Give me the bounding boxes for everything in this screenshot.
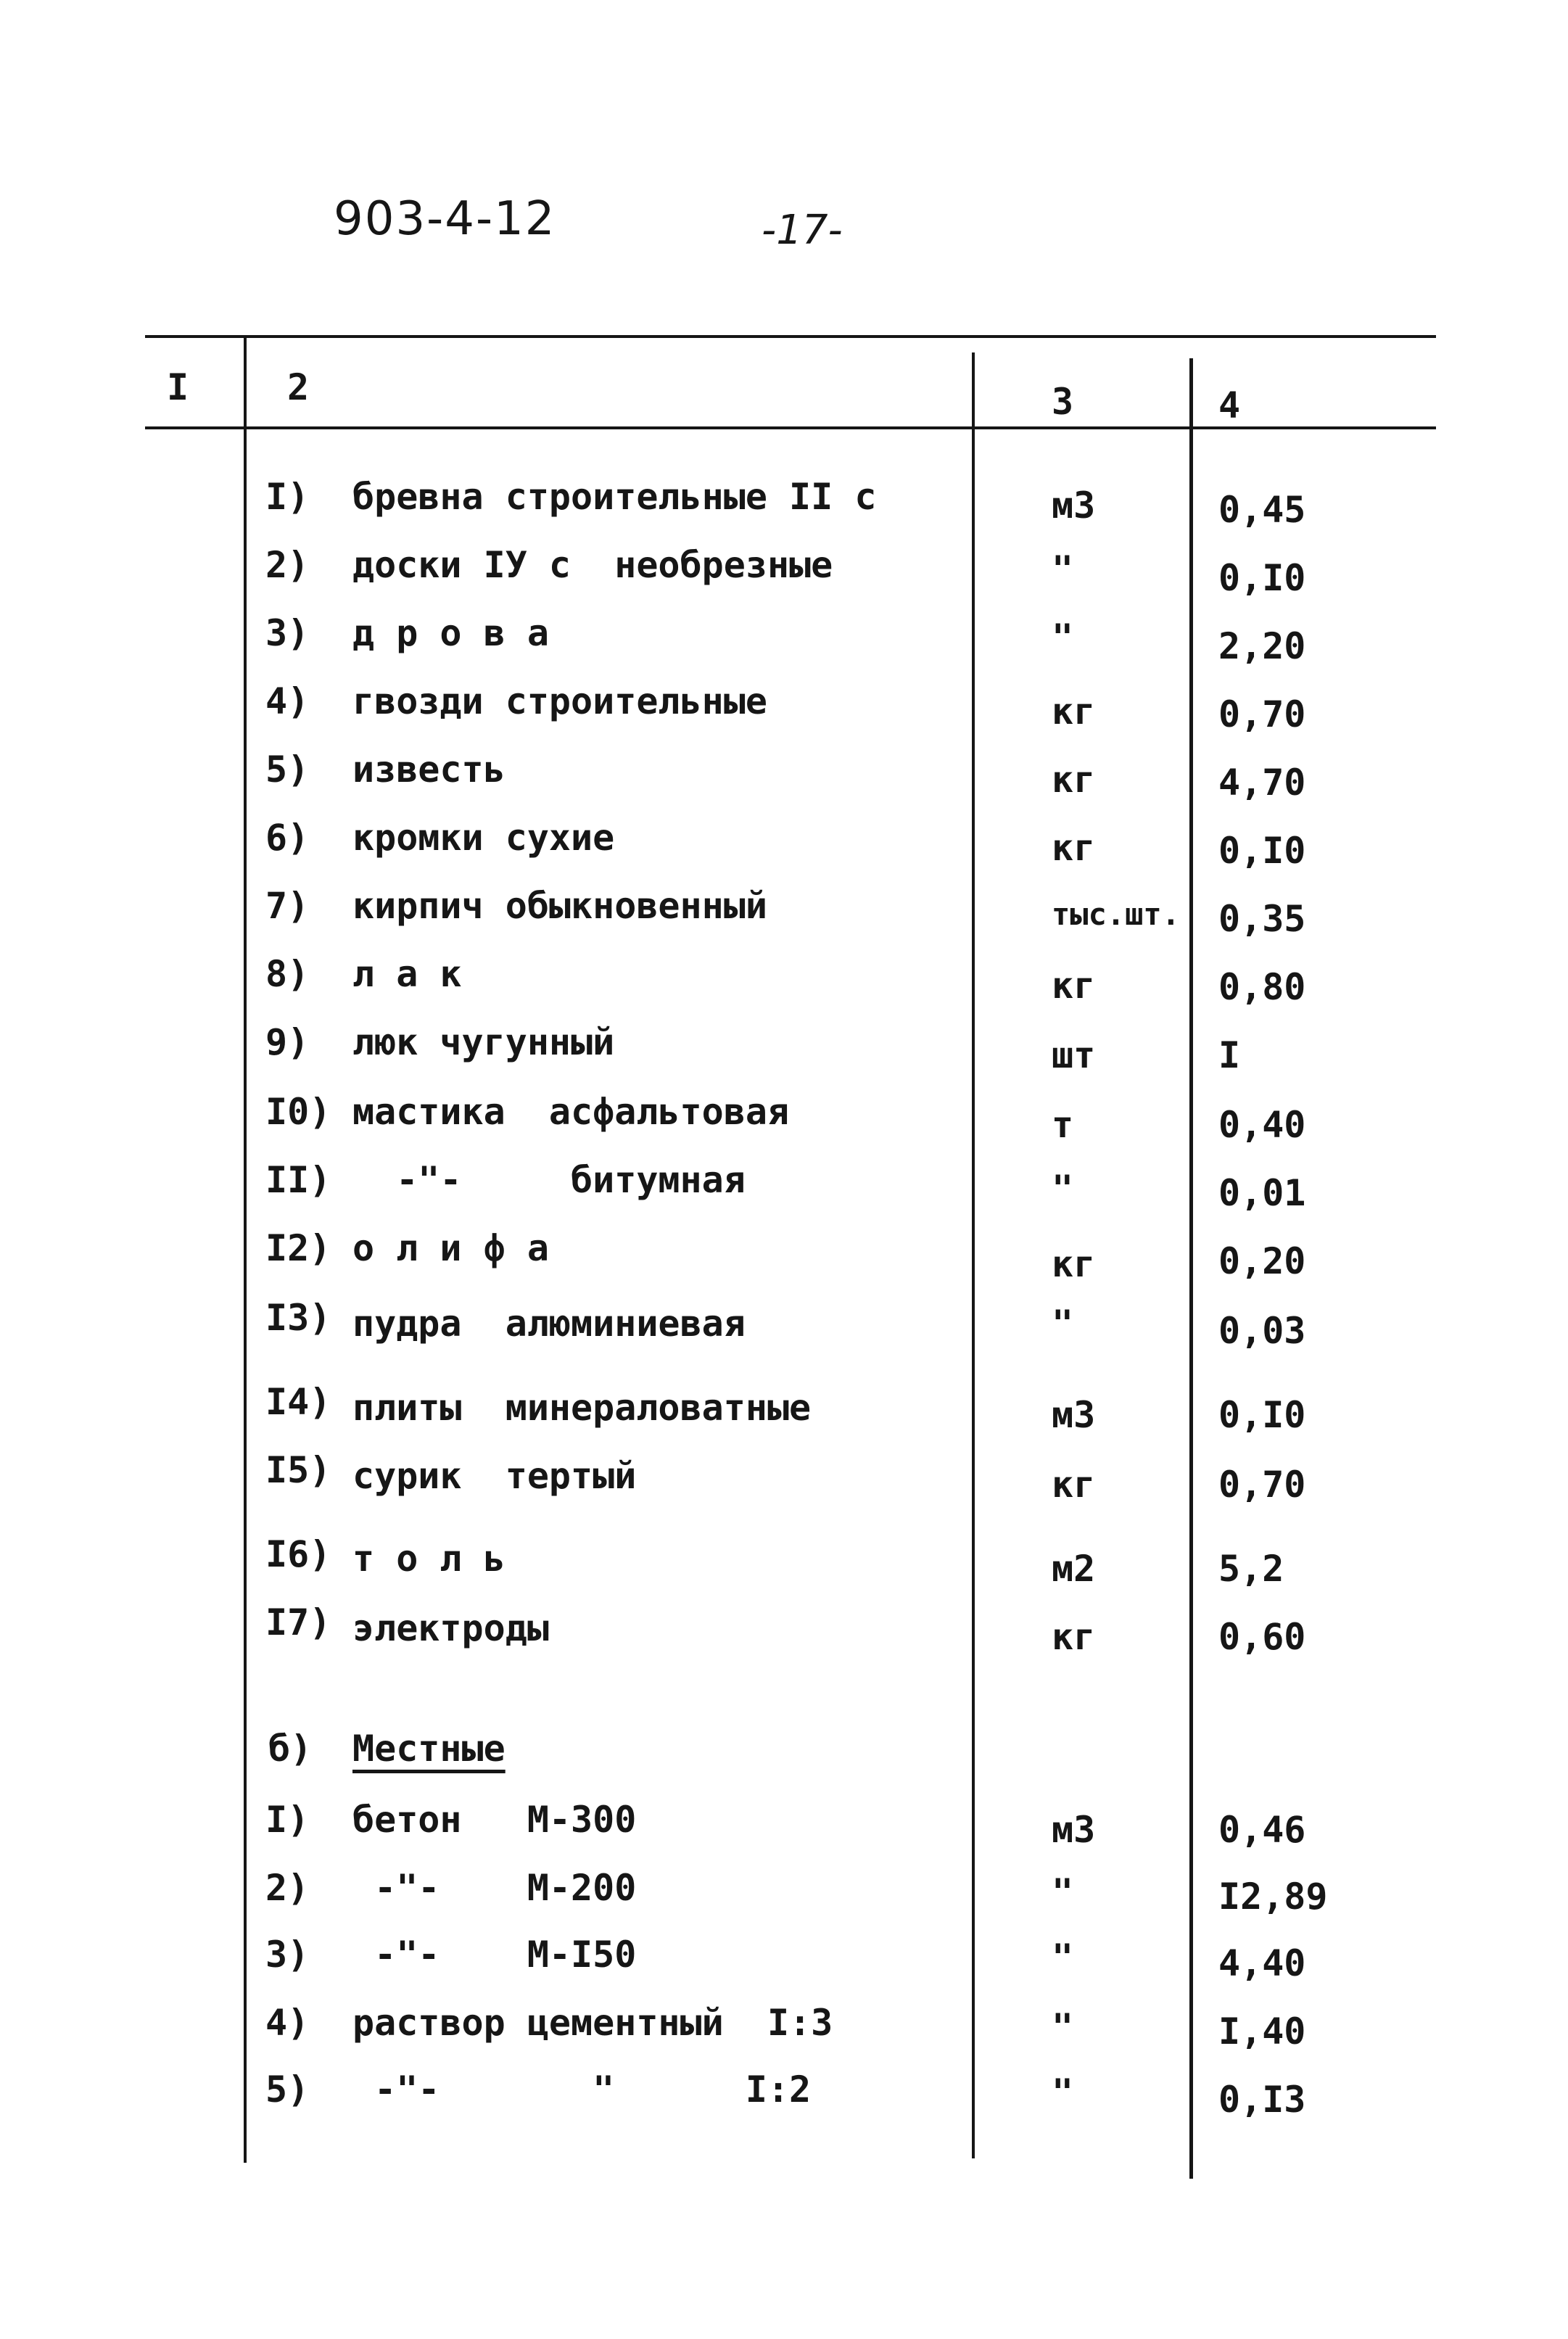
row-number: I7) — [265, 1601, 331, 1643]
table-top-rule — [145, 335, 1436, 338]
row-number: I3) — [265, 1297, 331, 1339]
unit: кг — [1052, 1243, 1096, 1285]
row-number: 5) — [265, 2068, 310, 2111]
unit: " — [1052, 548, 1074, 590]
quantity: 0,80 — [1218, 966, 1306, 1008]
material-name: -"- М-I50 — [352, 1934, 637, 1976]
quantity: 0,I0 — [1218, 1394, 1306, 1436]
unit: " — [1052, 2006, 1074, 2048]
quantity: I,40 — [1218, 2010, 1306, 2053]
unit: " — [1052, 1871, 1074, 1913]
unit: кг — [1052, 1464, 1096, 1506]
quantity: 4,40 — [1218, 1942, 1306, 1984]
material-name: кромки сухие — [352, 817, 615, 859]
row-number: I2) — [265, 1227, 331, 1269]
row-number: I4) — [265, 1381, 331, 1423]
section-label: б) — [268, 1728, 313, 1770]
unit: м3 — [1052, 1809, 1096, 1851]
quantity: 0,I0 — [1218, 830, 1306, 872]
unit: " — [1052, 1168, 1074, 1210]
row-number: 5) — [265, 748, 310, 791]
row-number: 2) — [265, 1867, 310, 1909]
quantity: 5,2 — [1218, 1548, 1284, 1590]
quantity: 0,01 — [1218, 1172, 1306, 1214]
row-number: I5) — [265, 1449, 331, 1491]
unit: т — [1052, 1104, 1074, 1146]
quantity: 0,I3 — [1218, 2079, 1306, 2121]
material-name: бревна строительные II с — [352, 476, 877, 518]
row-number: I) — [265, 476, 310, 518]
row-number: 6) — [265, 817, 310, 859]
row-number: 4) — [265, 680, 310, 722]
material-name: бетон М-300 — [352, 1799, 637, 1841]
material-name: люк чугунный — [352, 1021, 615, 1063]
material-name: -"- " I:2 — [352, 2068, 812, 2111]
unit: м3 — [1052, 484, 1096, 527]
unit: кг — [1052, 759, 1096, 801]
page-header-code: 903-4-12 — [334, 192, 556, 246]
material-name: раствор цементный I:3 — [352, 2002, 833, 2044]
material-name: -"- М-200 — [352, 1867, 637, 1909]
quantity: 0,60 — [1218, 1616, 1306, 1658]
column-divider-2 — [972, 352, 975, 2158]
quantity: 0,20 — [1218, 1240, 1306, 1282]
row-number: 3) — [265, 612, 310, 654]
row-number: 8) — [265, 953, 310, 995]
unit: " — [1052, 2071, 1074, 2113]
quantity: 0,70 — [1218, 693, 1306, 735]
page-number: -17- — [762, 207, 843, 254]
quantity: I2,89 — [1218, 1876, 1328, 1918]
unit: кг — [1052, 690, 1096, 733]
material-name: пудра алюминиевая — [352, 1303, 746, 1345]
quantity: 2,20 — [1218, 625, 1306, 667]
quantity: 0,45 — [1218, 489, 1306, 531]
row-number: 4) — [265, 2002, 310, 2044]
row-number: I) — [265, 1799, 310, 1841]
quantity: 0,70 — [1218, 1464, 1306, 1506]
column-header-4: 4 — [1218, 384, 1241, 426]
row-number: I6) — [265, 1533, 331, 1575]
material-name: сурик тертый — [352, 1455, 637, 1497]
row-number: 3) — [265, 1934, 310, 1976]
unit: тыс.шт. — [1052, 896, 1181, 932]
quantity: I — [1218, 1034, 1241, 1076]
column-divider-1 — [244, 335, 247, 2163]
unit: кг — [1052, 1616, 1096, 1658]
quantity: 4,70 — [1218, 762, 1306, 804]
unit: кг — [1052, 965, 1096, 1007]
material-name: известь — [352, 748, 506, 791]
material-name: -"- битумная — [352, 1159, 746, 1201]
unit: " — [1052, 1303, 1074, 1345]
quantity: 0,I0 — [1218, 557, 1306, 599]
material-name: л а к — [352, 953, 462, 995]
quantity: 0,46 — [1218, 1809, 1306, 1851]
column-header-1: I — [167, 366, 189, 408]
unit: " — [1052, 1936, 1074, 1979]
row-number: 9) — [265, 1021, 310, 1063]
material-name: доски IУ с необрезные — [352, 544, 833, 586]
material-name: плиты минераловатные — [352, 1387, 812, 1429]
unit: м2 — [1052, 1548, 1096, 1590]
unit: шт — [1052, 1034, 1096, 1076]
row-number: II) — [265, 1159, 331, 1201]
section-title: Местные — [352, 1728, 506, 1770]
material-name: т о л ь — [352, 1538, 506, 1580]
quantity: 0,40 — [1218, 1104, 1306, 1146]
row-number: 7) — [265, 885, 310, 927]
unit: м3 — [1052, 1394, 1096, 1436]
unit: кг — [1052, 827, 1096, 869]
column-header-3: 3 — [1052, 381, 1074, 423]
material-name: о л и ф а — [352, 1227, 549, 1269]
row-number: 2) — [265, 544, 310, 586]
column-divider-3 — [1189, 358, 1193, 2179]
material-name: кирпич обыкновенный — [352, 885, 767, 927]
unit: " — [1052, 616, 1074, 659]
row-number: I0) — [265, 1091, 331, 1133]
material-name: электроды — [352, 1607, 549, 1649]
material-name: гвозди строительные — [352, 680, 767, 722]
material-name: мастика асфальтовая — [352, 1091, 790, 1133]
column-header-2: 2 — [287, 366, 310, 408]
quantity: 0,03 — [1218, 1310, 1306, 1352]
material-name: д р о в а — [352, 612, 549, 654]
header-bottom-rule — [145, 426, 1436, 429]
quantity: 0,35 — [1218, 898, 1306, 940]
